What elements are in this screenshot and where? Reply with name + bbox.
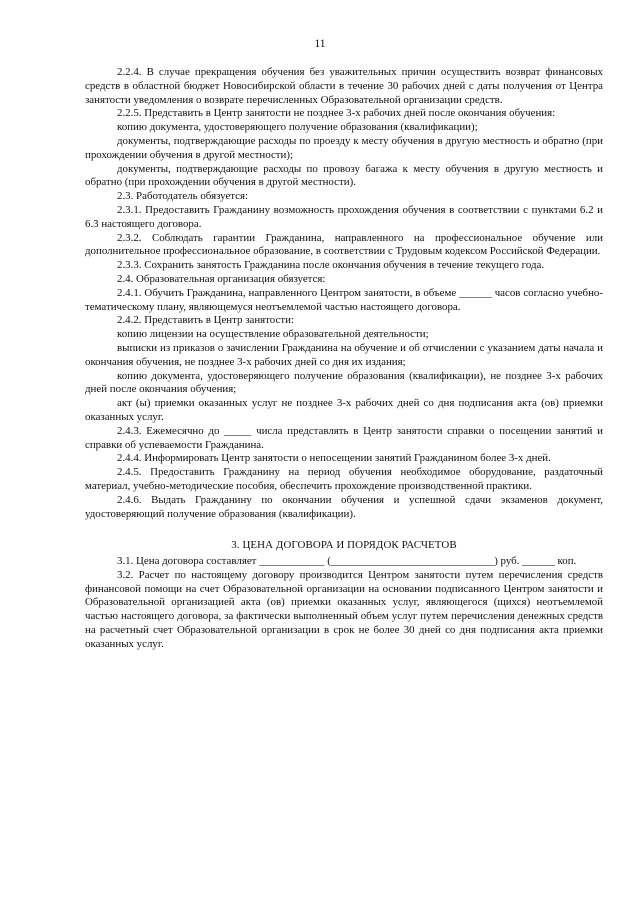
clause-2-4-5: 2.4.5. Предоставить Гражданину на период обучения необходимое оборудование, раздаточный материал, учебно-методические пособия, обеспечить прохождение производственной практики. [85,466,603,492]
list-item: документы, подтверждающие расходы по провозу багажа к месту обучения в другую местность и обратно (при прохождении обучения в другой местности). [85,162,603,189]
clause-2-4-4: 2.4.4. Информировать Центр занятости о непосещении занятий Гражданином более 3-х дней. [117,452,551,465]
list-item: выписки из приказов о зачислении Гражданина на обучение и об отчислении с указанием даты начала и окончания обучения, не позднее 3-х рабочих дней со дня их издания; [85,341,603,368]
clause-2-3: 2.3. Работодатель обязуется: [117,190,249,203]
section-3-heading: 3. ЦЕНА ДОГОВОРА И ПОРЯДОК РАСЧЕТОВ [231,539,457,552]
clause-2-3-2: 2.3.2. Соблюдать гарантии Гражданина, направленного на профессиональное обучение или дополнительное профессиональное образование, в соответствии с Трудовым кодексом Российской Федерации. [85,231,603,258]
clause-2-4-3: 2.4.3. Ежемесячно до _____ числа представлять в Центр занятости справки о посещении занятий и справки об успеваемости Гражданина. [85,424,603,451]
clause-2-4-2: 2.4.2. Представить в Центр занятости: [117,314,294,327]
clause-3-1: 3.1. Цена договора составляет ____________ (______________________________) руб. ______ коп. [117,555,577,568]
list-item: копию документа, удостоверяющего получение образования (квалификации); [117,121,478,134]
clause-2-3-1: 2.3.1. Предоставить Гражданину возможность прохождения обучения в соответствии с пунктами 6.2 и 6.3 настоящего договора. [85,203,603,230]
clause-2-4-6: 2.4.6. Выдать Гражданину по окончании обучения и успешной сдачи экзаменов документ, удостоверяющий получение образования (квалификации). [85,493,603,520]
document-body [85,66,603,652]
clause-3-2: 3.2. Расчет по настоящему договору производится Центром занятости путем перечисления средств финансовой помощи на счет Образовательной организации на основании подписанного Центром занятости и Образовательной организацией акта (ов) приемки оказанных услуг, являющегося (щихся) неотъемлемой частью настоящего договора, за фактически выполненный объем услуг путем перечисления денежных средств на расчетный счет Образовательной организации в срок не более 30 дней со дня подписания акта приемки оказанных услуг. [85,568,603,650]
list-item: акт (ы) приемки оказанных услуг не позднее 3-х рабочих дней со дня подписания акта (ов) приемки оказанных услуг. [85,397,603,423]
page-number: 11 [314,38,326,50]
list-item: копию документа, удостоверяющего получение образования (квалификации), не позднее 3-х рабочих дней после окончания обучения; [85,369,603,396]
clause-2-2-4: 2.2.4. В случае прекращения обучения без уважительных причин осуществить возврат финансовых средств в областной бюджет Новосибирской области в течение 30 рабочих дней с даты получения от Центра занятости уведомления о возврате перечисленных Образовательной организации средств. [85,66,603,106]
clause-2-4-1: 2.4.1. Обучить Гражданина, направленного Центром занятости, в объеме ______ часов согласно учебно-тематическому плану, являющемуся неотъемлемой частью настоящего договора. [85,286,603,313]
clause-2-2-5: 2.2.5. Представить в Центр занятости не позднее 3-х рабочих дней после окончания обучения: [117,107,556,120]
clause-2-4: 2.4. Образовательная организация обязуется: [117,272,326,285]
list-item: копию лицензии на осуществление образовательной деятельности; [117,328,429,341]
clause-2-3-3: 2.3.3. Сохранить занятость Гражданина после окончания обучения в течение текущего года. [117,259,545,272]
list-item: документы, подтверждающие расходы по проезду к месту обучения в другую местность и обратно (при прохождении обучения в другой местности); [85,134,603,161]
